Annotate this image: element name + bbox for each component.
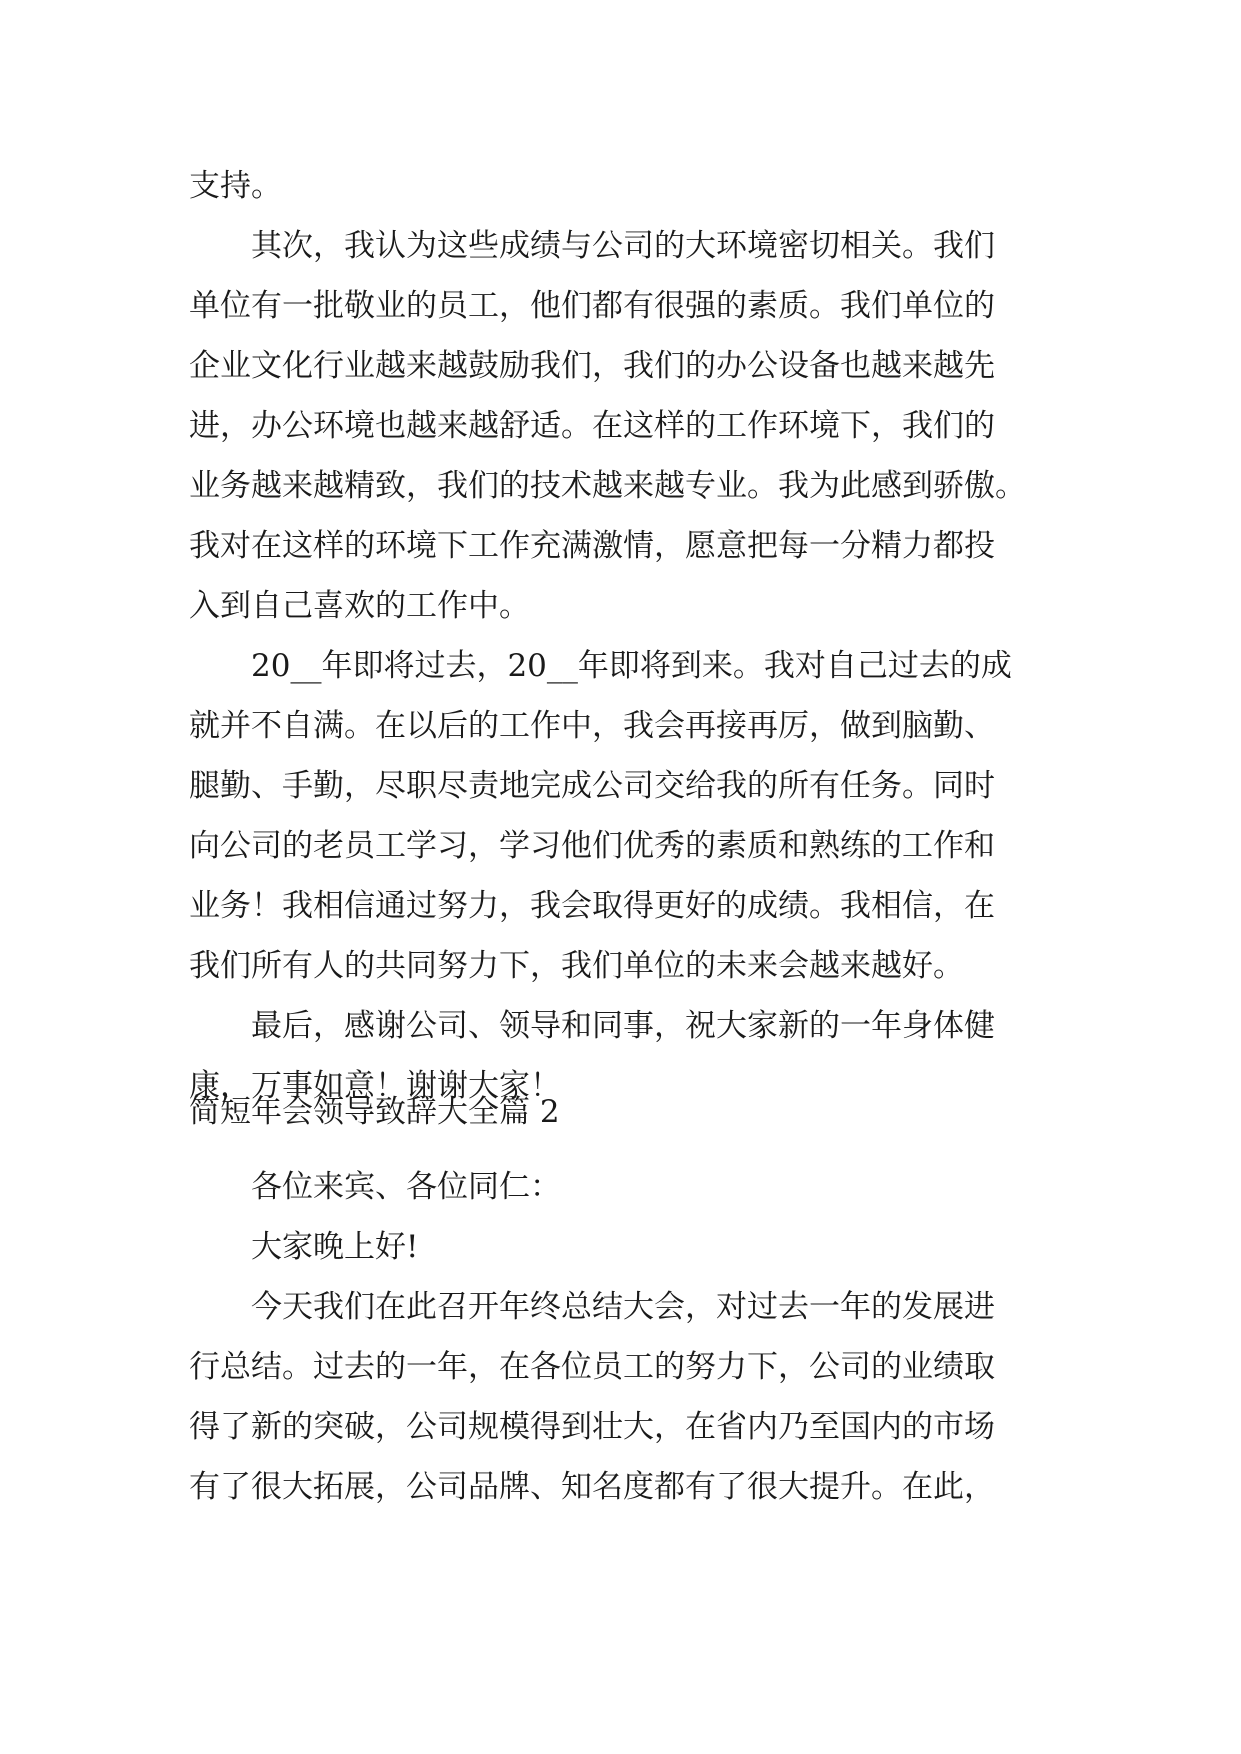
paragraph-line: 大家晚上好! — [251, 1229, 419, 1265]
paragraph-line: 向公司的老员工学习，学习他们优秀的素质和熟练的工作和 — [189, 828, 995, 864]
paragraph-line: 20__年即将过去，20__年即将到来。我对自己过去的成 — [251, 648, 1012, 684]
paragraph-line: 企业文化行业越来越鼓励我们，我们的办公设备也越来越先 — [189, 348, 995, 384]
paragraph-line: 就并不自满。在以后的工作中，我会再接再厉，做到脑勤、 — [189, 708, 995, 744]
paragraph-line: 最后，感谢公司、领导和同事，祝大家新的一年身体健 — [251, 1008, 995, 1044]
paragraph-line: 入到自己喜欢的工作中。 — [189, 588, 530, 624]
paragraph-line: 支持。 — [189, 168, 282, 204]
paragraph-line: 进，办公环境也越来越舒适。在这样的工作环境下，我们的 — [189, 408, 995, 444]
paragraph-line: 单位有一批敬业的员工，他们都有很强的素质。我们单位的 — [189, 288, 995, 324]
section-heading: 简短年会领导致辞大全篇 2 — [189, 1094, 560, 1130]
paragraph-line: 我对在这样的环境下工作充满激情，愿意把每一分精力都投 — [189, 528, 995, 564]
paragraph-line: 其次，我认为这些成绩与公司的大环境密切相关。我们 — [251, 228, 995, 264]
section-1-body — [189, 156, 1059, 1116]
paragraph-line: 腿勤、手勤，尽职尽责地完成公司交给我的所有任务。同时 — [189, 768, 995, 804]
paragraph-line: 有了很大拓展，公司品牌、知名度都有了很大提升。在此， — [189, 1469, 995, 1505]
paragraph-line: 业务！我相信通过努力，我会取得更好的成绩。我相信，在 — [189, 888, 995, 924]
paragraph-line: 康，万事如意！谢谢大家！ — [189, 1068, 561, 1104]
paragraph-line: 行总结。过去的一年，在各位员工的努力下，公司的业绩取 — [189, 1349, 995, 1385]
paragraph-line: 今天我们在此召开年终总结大会，对过去一年的发展进 — [251, 1289, 995, 1325]
section-2-body — [189, 1157, 1059, 1517]
paragraph-line: 业务越来越精致，我们的技术越来越专业。我为此感到骄傲。 — [189, 468, 1026, 504]
paragraph-line: 得了新的突破，公司规模得到壮大，在省内乃至国内的市场 — [189, 1409, 995, 1445]
paragraph-line: 我们所有人的共同努力下，我们单位的未来会越来越好。 — [189, 948, 964, 984]
paragraph-line: 各位来宾、各位同仁： — [251, 1169, 561, 1205]
